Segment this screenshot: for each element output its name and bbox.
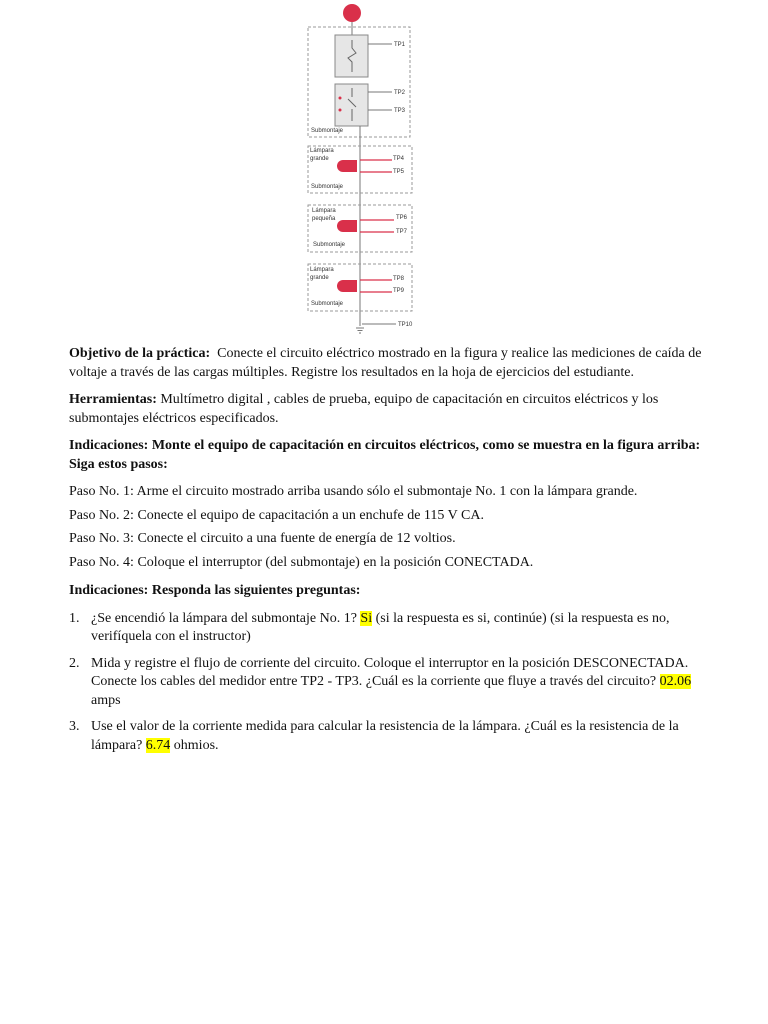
tp-label-5: TP5 [393, 169, 405, 175]
tp-label-10: TP10 [398, 322, 413, 328]
tp-label-3: TP3 [394, 108, 406, 114]
question-text-after: amps [91, 692, 121, 708]
objective-text: Conecte el circuito eléctrico mostrado en la figura y realice las mediciones de caída de voltaje a través de las cargas múltiples. Registre los resultados en la hoja de ejercicios del estudiante. [69, 346, 702, 380]
power-source-icon [343, 4, 361, 22]
lamp-large-icon [337, 160, 357, 172]
lamp-small-icon [337, 220, 357, 232]
instructions-heading-2-text: Indicaciones: Responda las siguientes preguntas: [69, 583, 361, 598]
tp-label-7: TP7 [396, 229, 408, 235]
question-text: Mida y registre el flujo de corriente del circuito. Coloque el interruptor en la posición DESCONECTADA. Conecte los cables del medidor entre TP2 - TP3. ¿Cuál es la corriente que fluye a través del circuito? [91, 655, 689, 689]
lamp-label-small-1: Lámpara [312, 208, 336, 214]
answer-highlight: 02.06 [659, 674, 692, 689]
question-list [69, 610, 709, 756]
answer-highlight: 6.74 [145, 737, 171, 753]
ground-icon [356, 328, 364, 333]
step-2: Paso No. 2: Conecte el equipo de capacitación a un enchufe de 115 V CA. [69, 507, 484, 523]
question-number: 3. [69, 719, 80, 734]
tp-label-2: TP2 [394, 90, 406, 96]
step-1: Paso No. 1: Arme el circuito mostrado arriba usando sólo el submontaje No. 1 con la lámpara grande. [69, 484, 638, 499]
terminal-dot-icon [339, 97, 342, 100]
submount-label-1: Submontaje [311, 128, 344, 134]
lamp-label-large-2b: grande [310, 275, 329, 281]
tools-label: Herramientas: [69, 392, 157, 407]
terminal-dot-icon [339, 109, 342, 112]
tp-label-4: TP4 [393, 156, 405, 162]
objective-label: Objetivo de la práctica: [69, 346, 211, 361]
tp-label-1: TP1 [394, 42, 406, 48]
lamp-label-large-1: Lámpara [310, 148, 334, 154]
question-text-after: ohmios. [173, 737, 219, 753]
lamp-large-2-icon [337, 280, 357, 292]
document-body [69, 345, 709, 763]
circuit-diagram [0, 0, 768, 340]
submount-label-2: Submontaje [311, 184, 344, 190]
objective-paragraph [69, 345, 709, 382]
question-text-after: (si la respuesta es si, continúe) (si la respuesta es no, verifíquela con el instructor) [91, 610, 670, 644]
question-item [69, 610, 709, 647]
lamp-label-large-1b: grande [310, 156, 329, 162]
question-number: 1. [69, 610, 80, 626]
tp-label-9: TP9 [393, 288, 405, 294]
submount-label-3: Submontaje [313, 242, 346, 248]
lamp-label-large-2: Lámpara [310, 267, 334, 273]
question-item [69, 655, 709, 711]
instructions-heading-1-text: Indicaciones: Monte el equipo de capacitación en circuitos eléctricos, como se muestra en la figura arriba: Siga estos pasos: [69, 438, 701, 472]
step-3: Paso No. 3: Conecte el circuito a una fuente de energía de 12 voltios. [69, 531, 456, 546]
tp-label-6: TP6 [396, 215, 408, 221]
instructions-heading-1 [69, 437, 709, 474]
tools-paragraph [69, 391, 709, 428]
question-item [69, 718, 709, 755]
question-text: ¿Se encendió la lámpara del submontaje No. 1? [91, 610, 357, 626]
submount-label-4: Submontaje [311, 301, 344, 307]
tools-text: Multímetro digital , cables de prueba, equipo de capacitación en circuitos eléctricos y los submontajes eléctricos especificados. [69, 392, 659, 426]
question-text: Use el valor de la corriente medida para calcular la resistencia de la lámpara. ¿Cuál es la resistencia de la lámpara? [91, 719, 679, 753]
step-4: Paso No. 4: Coloque el interruptor (del submontaje) en la posición CONECTADA. [69, 554, 534, 570]
lamp-label-small-2: pequeña [312, 216, 336, 222]
question-number: 2. [69, 655, 80, 671]
instructions-heading-2 [69, 582, 709, 601]
answer-highlight: Si [360, 610, 373, 626]
tp-label-8: TP8 [393, 276, 405, 282]
